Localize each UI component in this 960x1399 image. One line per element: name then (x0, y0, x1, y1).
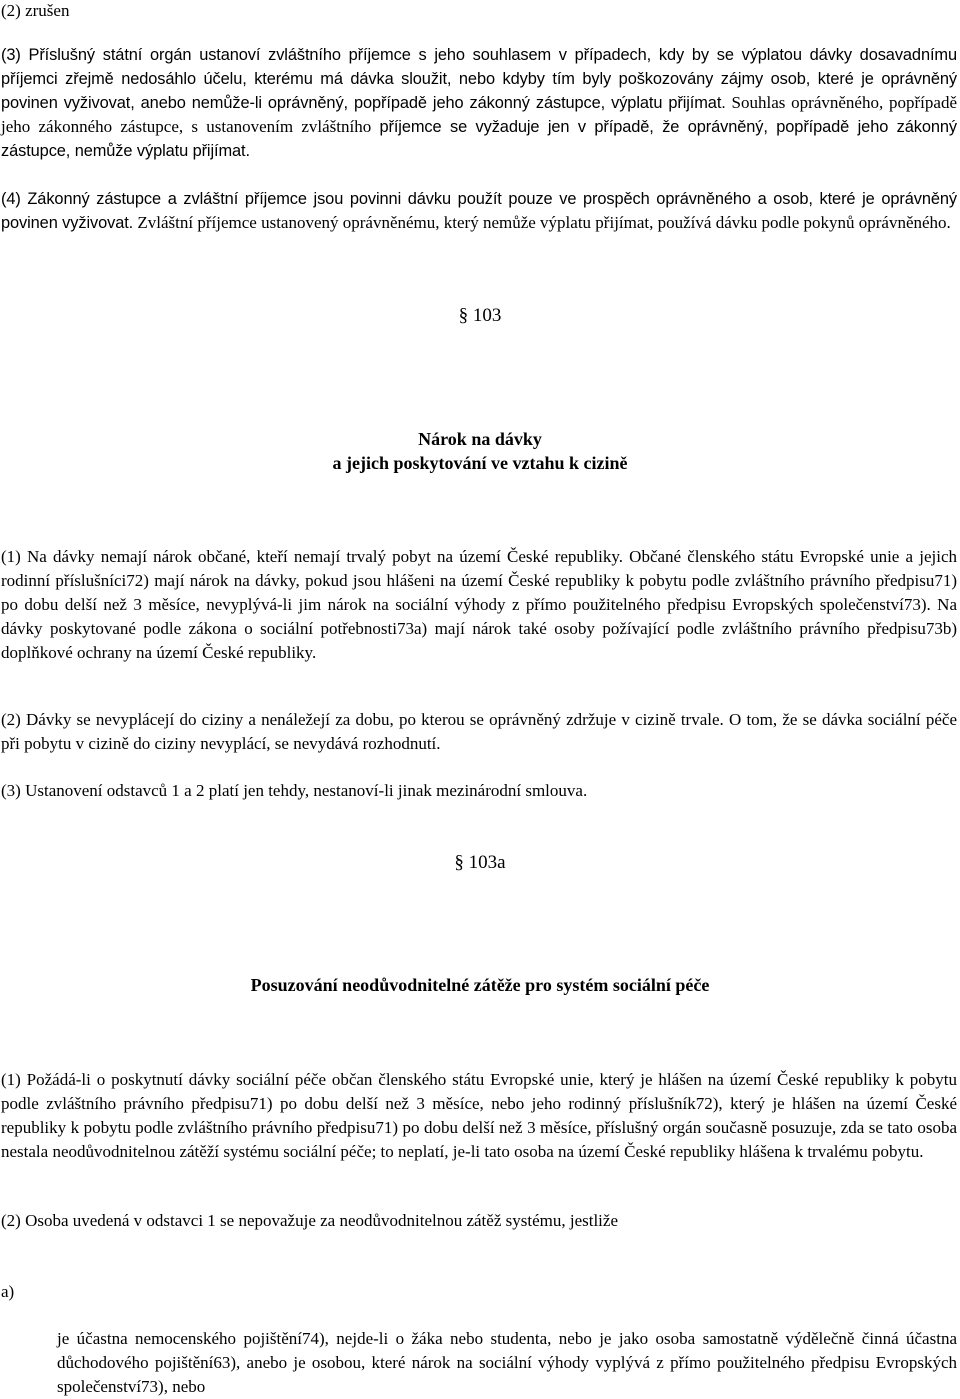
section-heading-103-line2: a jejich poskytování ve vztahu k cizině (332, 453, 628, 473)
paragraph-103-1: (1) Na dávky nemají nárok občané, kteří nemají trvalý pobyt na území České republiky. Občané členského státu Evropské unie a jejich rodinní příslušníci72) mají nárok na dávky, pokud jsou hlášeni na území České republiky k pobytu podle zvláštního právního předpisu71) po dobu delší než 3 měsíce, nevyplývá-li jim nárok na sociální výhody z přímo použitelného předpisu Evropských společenství73). Na dávky poskytované podle zákona o sociální potřebnosti73a) mají nárok také osoby požívající podle zvláštního právního předpisu73b) doplňkové ochrany na území České republiky. (1, 547, 957, 662)
section-heading-103-line1: Nárok na dávky (418, 429, 542, 449)
list-item-a-marker: a) (1, 1282, 15, 1301)
paragraph-103a-1: (1) Požádá-li o poskytnutí dávky sociální péče občan členského státu Evropské unie, který je hlášen na území České republiky k pobytu podle zvláštního právního předpisu71) po dobu delší než 3 měsíce, nebo jeho rodinný příslušník72), který je hlášen na území České republiky k pobytu podle zvláštního právního předpisu71) po dobu delší než 3 měsíce, příslušný orgán současně posuzuje, zda se tato osoba nestala neodůvodnitelnou zátěží systému sociální péče; to neplatí, je-li tato osoba na území České republiky hlášena k trvalému pobytu. (1, 1070, 957, 1161)
paragraph-103a-2: (2) Osoba uvedená v odstavci 1 se nepovažuje za neodůvodnitelnou zátěž systému, jestliže (1, 1211, 618, 1230)
paragraph-3-zvlastni-prijemce (1, 43, 957, 163)
list-item-a-text: je účastna nemocenského pojištění74), nejde-li o žáka nebo studenta, nebo je jako osoba samostatně výdělečně činná účastna důchodového pojištění63), anebo je osobou, které nárok na sociální výhody vyplývá z přímo použitelného předpisu Evropských společenství73), nebo (57, 1329, 957, 1396)
paragraph-3-text-a: (3) Příslušný státní orgán ustanoví zvláštního příjemce s jeho souhlasem v případech, kdy by se výplatou dávky dosavadnímu příjemci zřejmě nedosáhlo účelu, kterému má dávka sloužit, nebo kdyby tím byly poškozovány zájmy osob, které je oprávněný povinen vyživovat, anebo nemůže-li oprávněný, popřípadě jeho zákonný zástupce, výplatu přijímat. (1, 46, 957, 112)
paragraph-103-3: (3) Ustanovení odstavců 1 a 2 platí jen tehdy, nestanoví-li jinak mezinárodní smlouva. (1, 781, 588, 800)
paragraph-4-text-a: (4) Zákonný zástupce a zvláštní příjemce jsou povinni dávku použít pouze ve prospěch oprávněného a osob, které je oprávněný povinen vyživovat. (1, 190, 957, 232)
paragraph-zrusen: (2) zrušen (1, 1, 70, 20)
paragraph-103-2: (2) Dávky se nevyplácejí do ciziny a nenáležejí za dobu, po kterou se oprávněný zdržuje v cizině trvale. O tom, že se dávka sociální péče při pobytu v cizině do ciziny nevyplácí, se nevydává rozhodnutí. (1, 710, 957, 753)
paragraph-3-text-c: příjemce se vyžaduje jen v případě, že oprávněný, popřípadě jeho zákonný zástupce, nemůže výplatu přijímat. (1, 118, 958, 160)
section-number-103: § 103 (458, 305, 502, 326)
paragraph-4-zakonny-zastupce (1, 187, 957, 235)
section-heading-103a: Posuzování neodůvodnitelné zátěže pro systém sociální péče (250, 975, 710, 995)
paragraph-4-text-b: Zvláštní příjemce ustanovený oprávněnému, který nemůže výplatu přijímat, používá dávku podle pokynů oprávněného. (137, 213, 951, 232)
paragraph-3-text-b: Souhlas oprávněného, popřípadě jeho zákonného zástupce, s ustanovením zvláštního (1, 93, 957, 136)
section-number-103a: § 103a (454, 852, 506, 873)
